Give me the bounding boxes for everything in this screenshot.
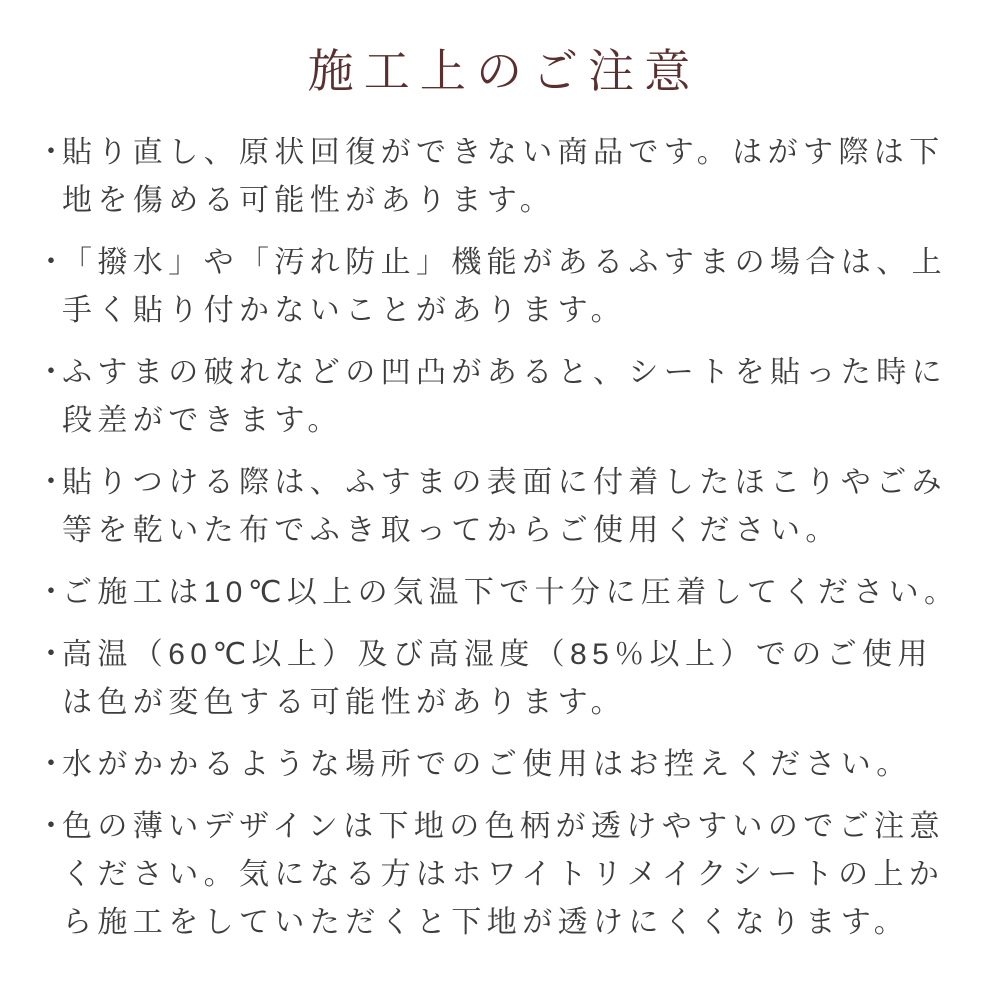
bullet-marker: ・: [36, 356, 66, 390]
notice-item: [36, 741, 960, 789]
notice-text: 「撥水」や「汚れ防止」機能があるふすまの場合は、上手く貼り付かないことがあります。: [62, 246, 947, 328]
bullet-marker: ・: [36, 246, 66, 280]
notice-text: 水がかかるような場所でのご使用はお控えください。: [62, 748, 912, 782]
notice-text: 貼り直し、原状回復ができない商品です。はがす際は下地を傷める可能性があります。: [62, 136, 945, 218]
notice-item: [36, 129, 960, 225]
bullet-marker: ・: [36, 748, 66, 782]
notice-text: 色の薄いデザインは下地の色柄が透けやすいのでご注意ください。気になる方はホワイトリメイクシートの上から施工をしていただくと下地が透けにくくなります。: [62, 810, 945, 940]
notice-text: ご施工は10℃以上の気温下で十分に圧着してください。: [62, 576, 960, 610]
bullet-marker: ・: [36, 576, 66, 610]
bullet-marker: ・: [36, 638, 66, 672]
bullet-marker: ・: [36, 466, 66, 500]
notice-item: [36, 803, 960, 947]
notice-item: [36, 631, 960, 727]
notice-item: [36, 349, 960, 445]
notice-text: 高温（60℃以上）及び高湿度（85％以上）でのご使用は色が変色する可能性があります。: [62, 638, 933, 720]
notice-text: ふすまの破れなどの凹凸があると、シートを貼った時に段差ができます。: [62, 356, 947, 438]
notice-list: [36, 129, 960, 947]
notice-text: 貼りつける際は、ふすまの表面に付着したほこりやごみ等を乾いた布でふき取ってからご使用ください。: [62, 466, 947, 548]
notice-item: [36, 459, 960, 555]
bullet-marker: ・: [36, 136, 66, 170]
page-title: 施工上のご注意: [307, 45, 701, 97]
bullet-marker: ・: [36, 810, 66, 844]
notice-item: [36, 239, 960, 335]
notice-item: [36, 569, 960, 617]
